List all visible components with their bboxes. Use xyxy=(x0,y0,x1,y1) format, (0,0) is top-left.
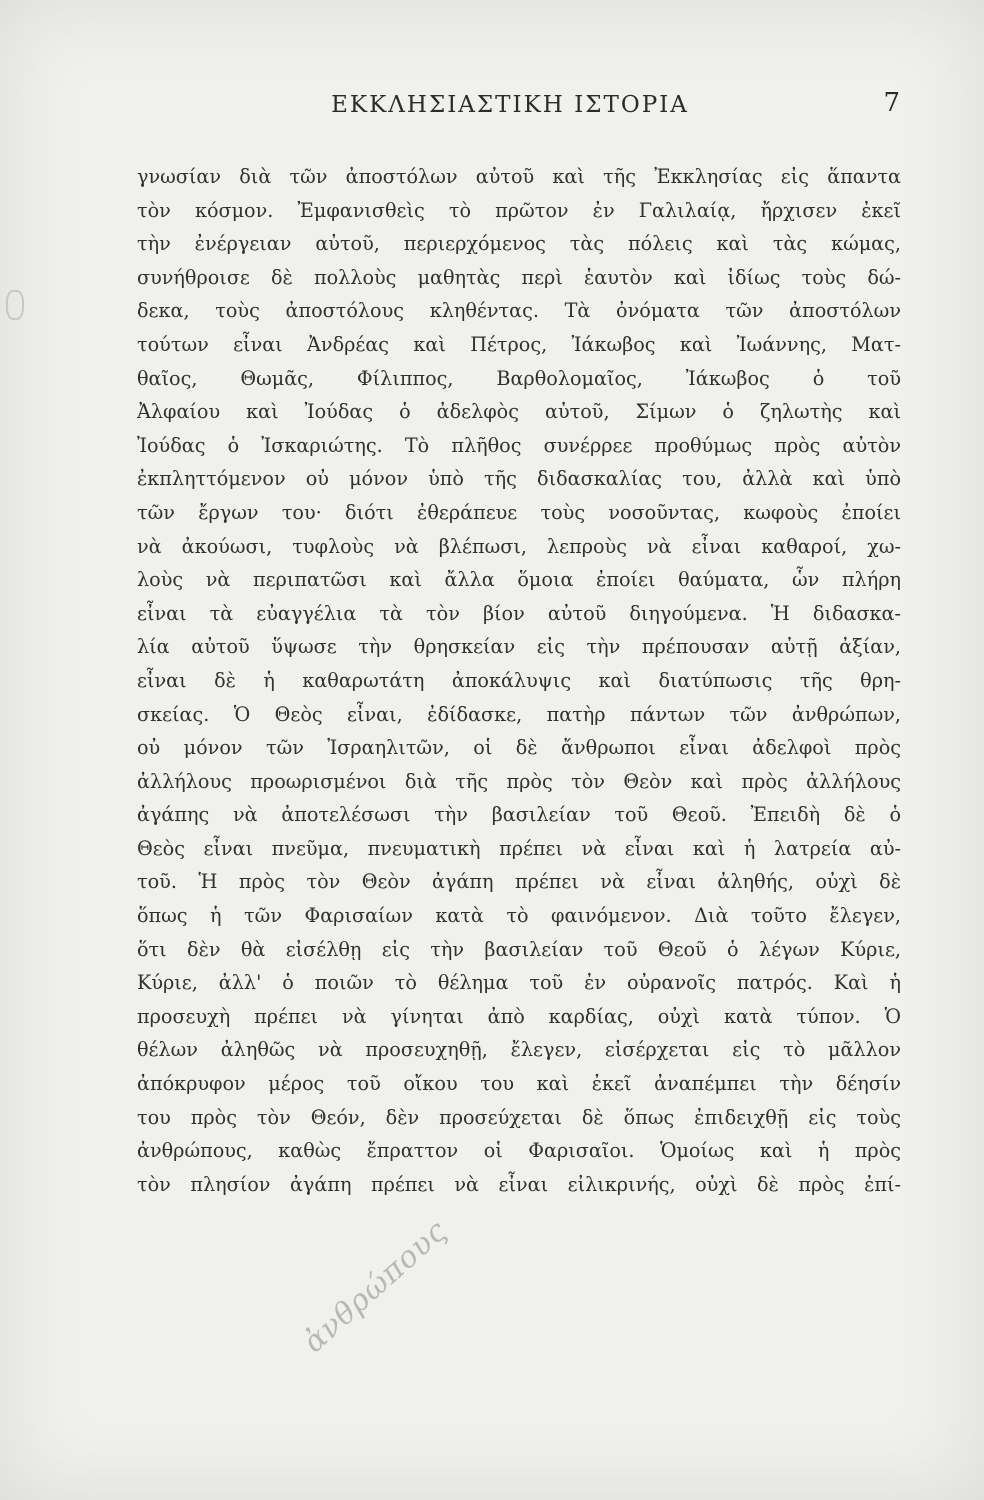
text-line: Θεὸς εἶναι πνεῦμα, πνευματικὴ πρέπει νὰ εἶναι καὶ ἡ λατρεία αὐ- xyxy=(137,836,901,860)
page-header xyxy=(130,88,900,132)
text-line: τὸν κόσμον. Ἐμφανισθεὶς τὸ πρῶτον ἐν Γαλιλαίᾳ, ἤρχισεν ἐκεῖ xyxy=(137,198,901,222)
text-line: τούτων εἶναι Ἀνδρέας καὶ Πέτρος, Ἰάκωβος καὶ Ἰωάννης, Ματ- xyxy=(137,332,901,356)
text-line: ὅπως ἡ τῶν Φαρισαίων κατὰ τὸ φαινόμενον. Διὰ τοῦτο ἔλεγεν, xyxy=(137,904,901,928)
text-line: Κύριε, ἀλλ' ὁ ποιῶν τὸ θέλημα τοῦ ἐν οὐρανοῖς πατρός. Καὶ ἡ xyxy=(137,971,901,995)
text-line: ἀπόκρυφον μέρος τοῦ οἴκου του καὶ ἐκεῖ ἀναπέμπει τὴν δέησίν xyxy=(137,1072,901,1096)
text-line: Ἰούδας ὁ Ἰσκαριώτης. Τὸ πλῆθος συνέρρεε προθύμως πρὸς αὐτὸν xyxy=(137,433,901,457)
text-line: θαῖος, Θωμᾶς, Φίλιππος, Βαρθολομαῖος, Ἰάκωβος ὁ τοῦ xyxy=(137,366,901,390)
text-line: γνωσίαν διὰ τῶν ἀποστόλων αὐτοῦ καὶ τῆς Ἐκκλησίας εἰς ἅπαντα xyxy=(137,165,901,188)
text-line: ἀνθρώπους, καθὼς ἔπραττον οἱ Φαρισαῖοι. Ὁμοίως καὶ ἡ πρὸς xyxy=(137,1139,901,1163)
text-line: τῶν ἔργων του· διότι ἐθεράπευε τοὺς νοσοῦντας, κωφοὺς ἐποίει xyxy=(137,500,901,524)
text-line: θέλων ἀληθῶς νὰ προσευχηθῇ, ἔλεγεν, εἰσέρχεται εἰς τὸ μᾶλλον xyxy=(137,1038,901,1062)
text-line: νὰ ἀκούωσι, τυφλοὺς νὰ βλέπωσι, λεπροὺς νὰ εἶναι καθαροί, χω- xyxy=(137,534,901,558)
text-line: δεκα, τοὺς ἀποστόλους κληθέντας. Τὰ ὀνόματα τῶν ἀποστόλων xyxy=(137,299,901,323)
text-line: προσευχὴ πρέπει νὰ γίνηται ἀπὸ καρδίας, οὐχὶ κατὰ τύπον. Ὁ xyxy=(137,1004,901,1028)
text-line: τὴν ἐνέργειαν αὐτοῦ, περιερχόμενος τὰς πόλεις καὶ τὰς κώμας, xyxy=(137,232,901,256)
handwritten-annotation: ἀνθρώπους xyxy=(296,1213,455,1360)
text-line: του πρὸς τὸν Θεόν, δὲν προσεύχεται δὲ ὅπως ἐπιδειχθῇ εἰς τοὺς xyxy=(137,1105,901,1129)
text-line: οὐ μόνον τῶν Ἰσραηλιτῶν, οἱ δὲ ἄνθρωποι εἶναι ἀδελφοὶ πρὸς xyxy=(137,736,901,760)
text-line: ὅτι δὲν θὰ εἰσέλθῃ εἰς τὴν βασιλείαν τοῦ Θεοῦ ὁ λέγων Κύριε, xyxy=(137,937,901,961)
running-title: ΕΚΚΛΗΣΙΑΣΤΙΚΗ ΙΣΤΟΡΙΑ xyxy=(331,92,689,118)
page-number: 7 xyxy=(883,88,900,118)
text-line: ἀλλήλους προωρισμένοι διὰ τῆς πρὸς τὸν Θεὸν καὶ πρὸς ἀλλήλους xyxy=(137,769,901,793)
margin-stain xyxy=(6,290,24,320)
text-line: ἐκπληττόμενον οὐ μόνον ὑπὸ τῆς διδασκαλίας του, ἀλλὰ καὶ ὑπὸ xyxy=(137,467,901,491)
text-line: ἀγάπης νὰ ἀποτελέσωσι τὴν βασιλείαν τοῦ Θεοῦ. Ἐπειδὴ δὲ ὁ xyxy=(137,803,901,827)
text-line: εἶναι τὰ εὐαγγέλια τὰ τὸν βίον αὐτοῦ διηγούμενα. Ἡ διδασκα- xyxy=(137,601,901,625)
body-text xyxy=(137,160,901,1201)
text-line: λοὺς νὰ περιπατῶσι καὶ ἄλλα ὅμοια ἐποίει θαύματα, ὧν πλήρη xyxy=(137,568,901,592)
text-line: συνήθροισε δὲ πολλοὺς μαθητὰς περὶ ἑαυτὸν καὶ ἰδίως τοὺς δώ- xyxy=(137,265,901,289)
text-line: εἶναι δὲ ἡ καθαρωτάτη ἀποκάλυψις καὶ διατύπωσις τῆς θρη- xyxy=(137,668,901,692)
text-line: σκείας. Ὁ Θεὸς εἶναι, ἐδίδασκε, πατὴρ πάντων τῶν ἀνθρώπων, xyxy=(137,702,901,726)
text-line: Ἀλφαίου καὶ Ἰούδας ὁ ἀδελφὸς αὐτοῦ, Σίμων ὁ ζηλωτὴς καὶ xyxy=(137,400,901,424)
text-line: τοῦ. Ἡ πρὸς τὸν Θεὸν ἀγάπη πρέπει νὰ εἶναι ἀληθής, οὐχὶ δὲ xyxy=(137,870,901,894)
text-line: τὸν πλησίον ἀγάπη πρέπει νὰ εἶναι εἰλικρινής, οὐχὶ δὲ πρὸς ἐπί- xyxy=(137,1172,901,1196)
text-line: λία αὐτοῦ ὕψωσε τὴν θρησκείαν εἰς τὴν πρέπουσαν αὐτῇ ἀξίαν, xyxy=(137,635,901,659)
